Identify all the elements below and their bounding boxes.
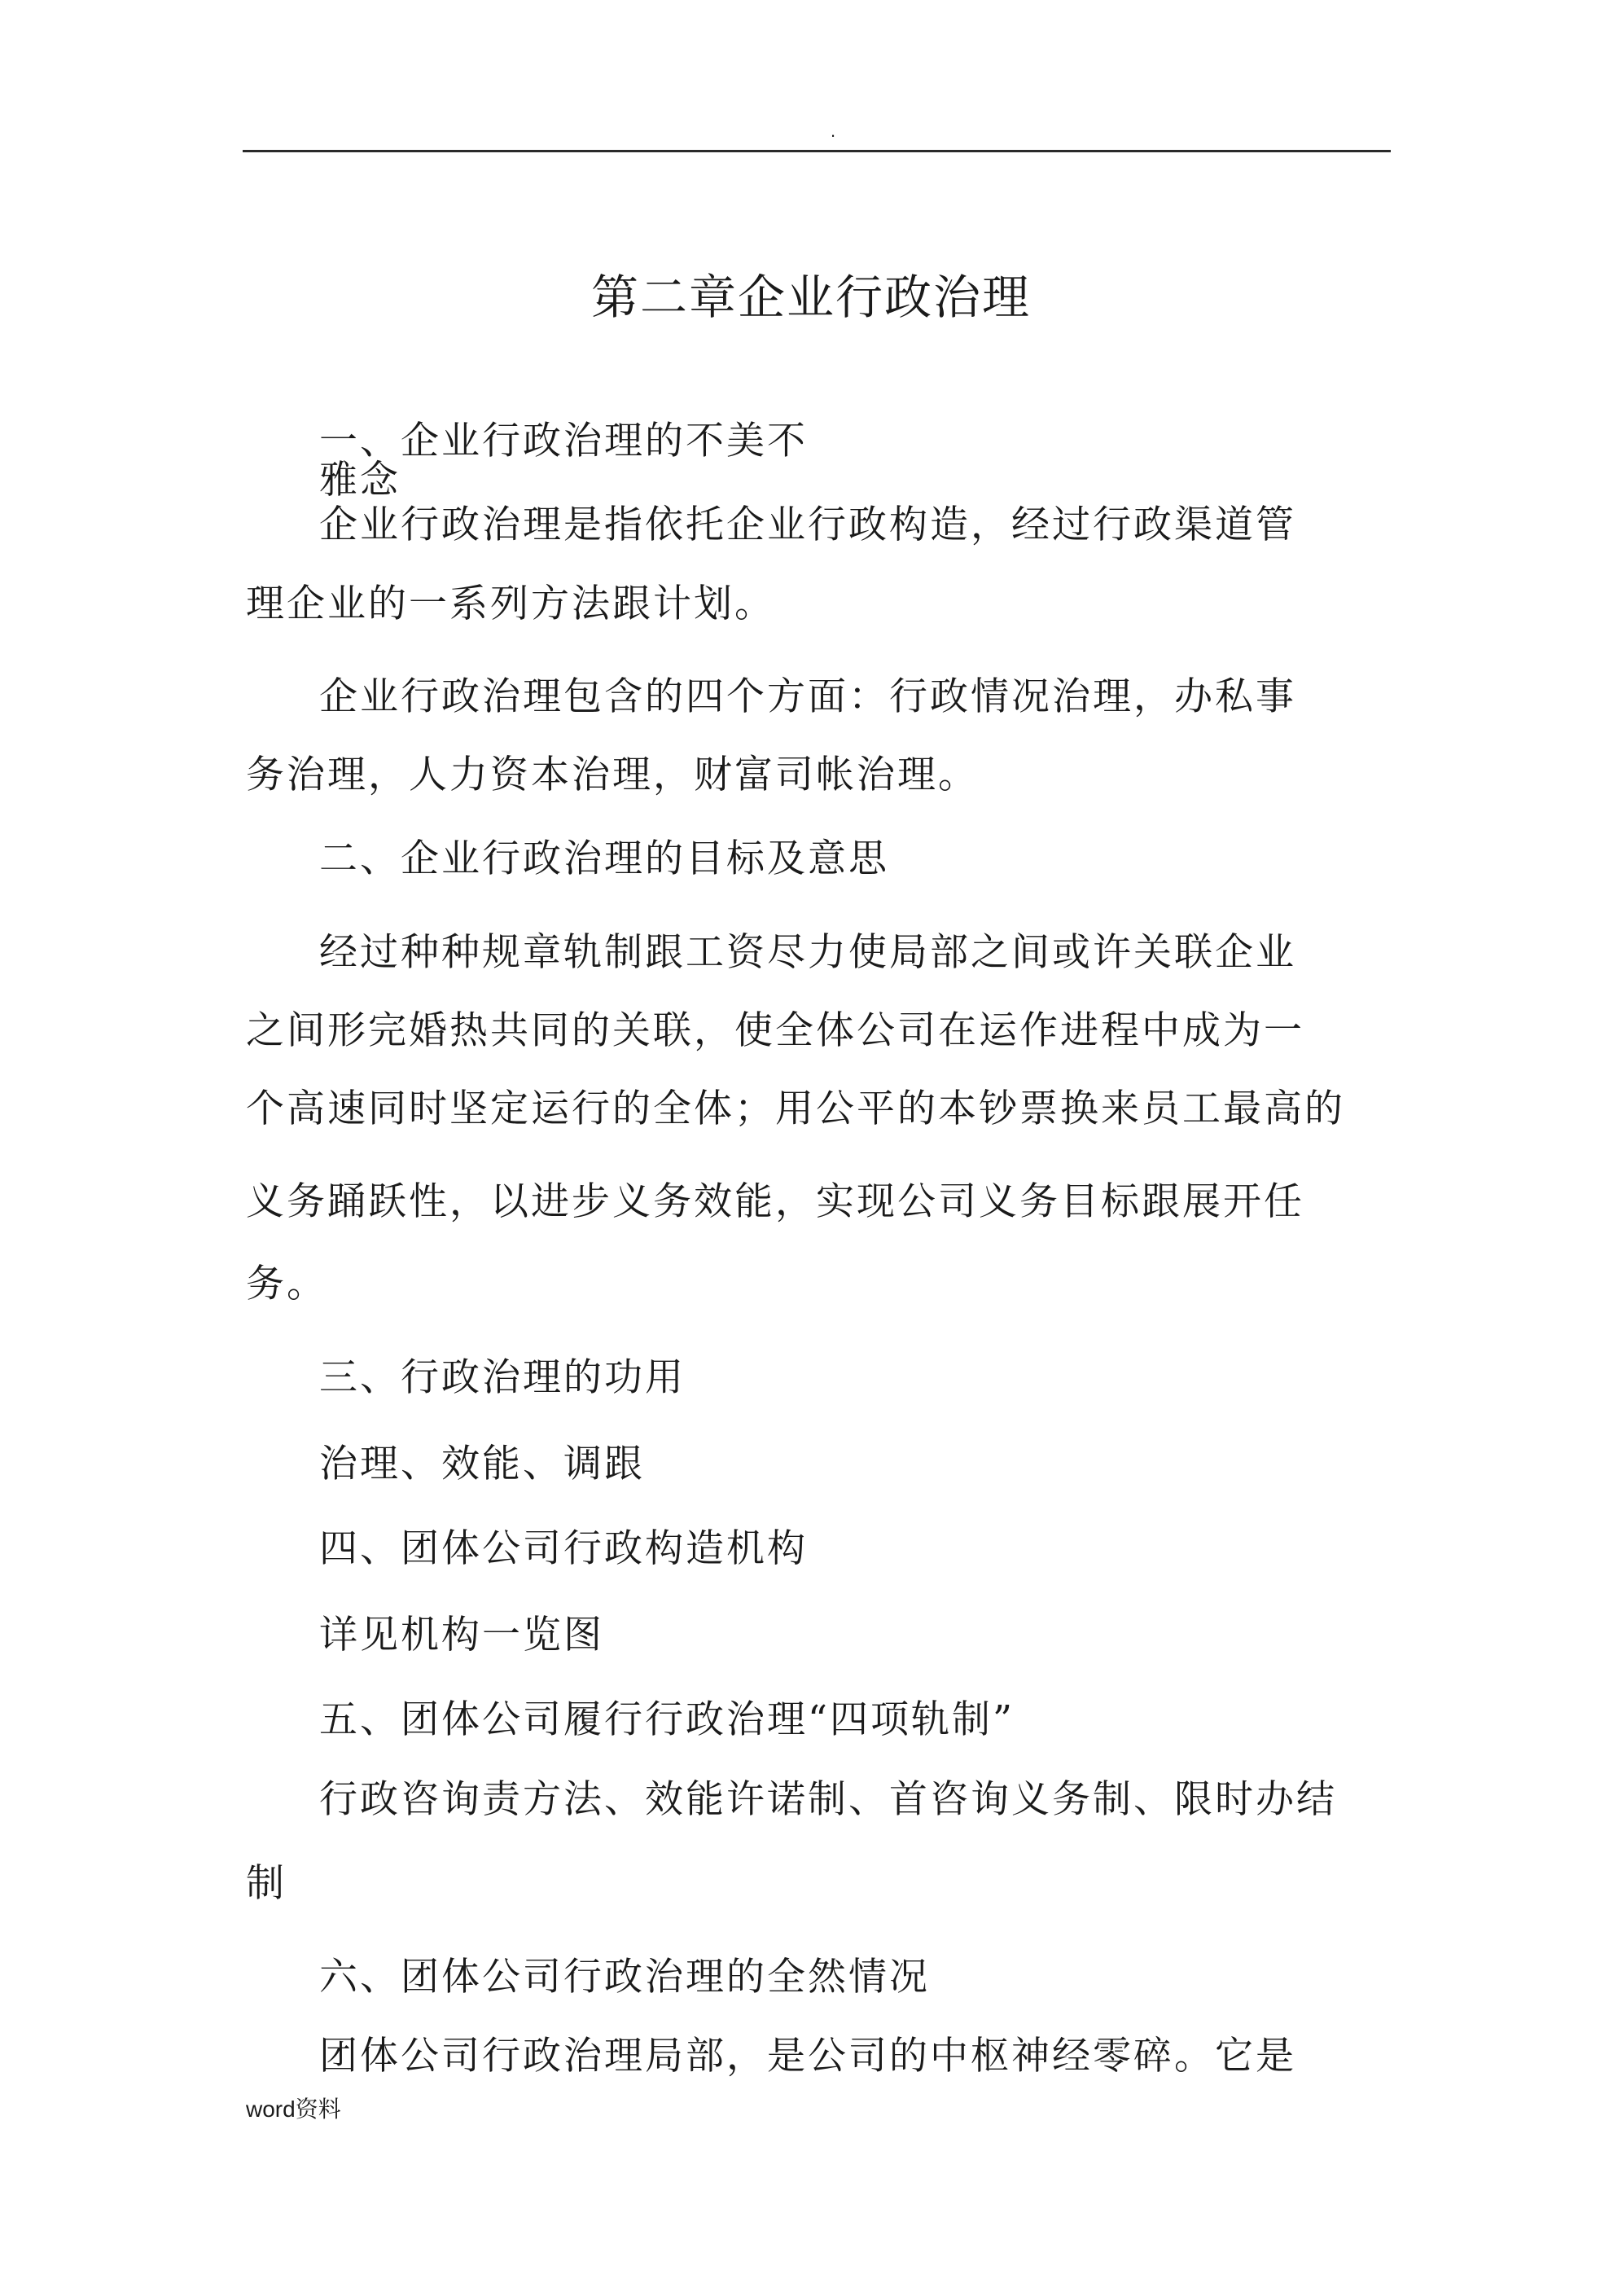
paragraph-line: 团体公司行政治理局部，是公司的中枢神经零碎。它是 <box>319 2034 1296 2079</box>
paragraph-line: 经过种种规章轨制跟工资尽力使局部之间或许关联企业 <box>319 930 1296 975</box>
paragraph-line: 行政咨询责方法、效能许诺制、首咨询义务制、限时办结 <box>319 1777 1337 1822</box>
section-heading-1-continued: 雅念 <box>319 458 401 503</box>
section-heading-1: 一、企业行政治理的不美不 <box>319 419 808 463</box>
section-heading-2: 二、企业行政治理的目标及意思 <box>319 836 889 881</box>
paragraph-line: 企业行政治理是指依托企业行政构造，经过行政渠道管 <box>319 503 1296 547</box>
paragraph-line: 务治理，人力资本治理，财富司帐治理。 <box>246 753 979 797</box>
section-heading-4: 四、团体公司行政构造机构 <box>319 1526 808 1571</box>
paragraph-line: 治理、效能、调跟 <box>319 1442 645 1486</box>
section-heading-3: 三、行政治理的功用 <box>319 1355 686 1400</box>
paragraph-line: 制 <box>246 1861 287 1906</box>
footer-label: word资料 <box>246 2096 341 2122</box>
paragraph-line: 个高速同时坚定运行的全体；用公平的本钞票换来员工最高的 <box>246 1087 1345 1131</box>
paragraph-line: 详见机构一览图 <box>319 1613 604 1657</box>
paragraph-line: 理企业的一系列方法跟计划。 <box>246 582 775 626</box>
page-title: 第二章企业行政治理 <box>590 270 1031 325</box>
header-rule <box>243 150 1391 152</box>
paragraph-line: 义务踊跃性，以进步义务效能，实现公司义务目标跟展开任 <box>246 1179 1304 1224</box>
section-heading-5: 五、团体公司履行行政治理“四项轨制” <box>319 1697 1015 1742</box>
paragraph-line: 企业行政治理包含的四个方面：行政情况治理，办私事 <box>319 674 1296 719</box>
paragraph-line: 之间形完婚热共同的关联，使全体公司在运作进程中成为一 <box>246 1008 1304 1053</box>
section-heading-6: 六、团体公司行政治理的全然情况 <box>319 1955 930 2000</box>
paragraph-line: 务。 <box>246 1262 327 1306</box>
header-mark: . <box>831 121 836 141</box>
